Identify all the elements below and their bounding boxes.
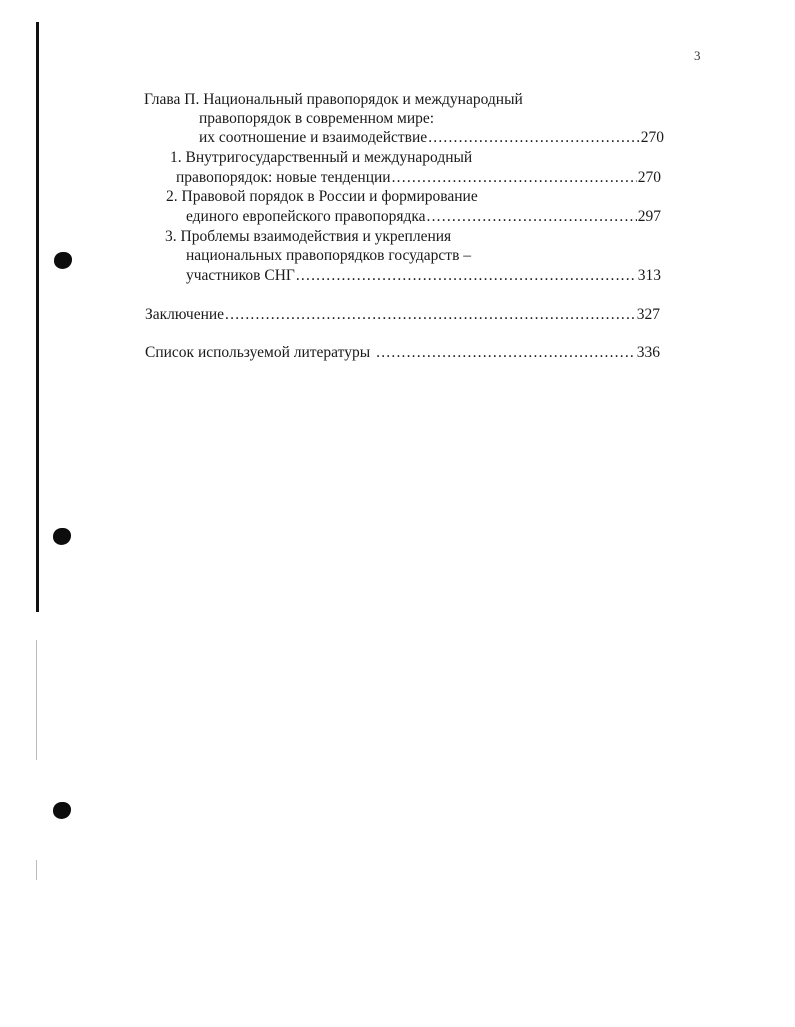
binder-edge [36,22,39,612]
binder-edge-faint [36,640,37,760]
dot-leader [376,343,636,363]
section-2-text: единого европейского правопорядка [186,208,426,225]
chapter-title-line2: правопорядок в современном мире: [199,110,435,127]
dot-leader [392,168,637,188]
dot-leader [296,266,637,286]
section-3-line3 [186,266,661,286]
binder-edge-faint [36,860,37,880]
conclusion-page-number: 327 [636,306,660,323]
bibliography-entry [145,343,660,363]
section-3-line1: 3. Проблемы взаимодействия и укрепления [165,228,452,245]
punch-hole [54,252,72,269]
section-2-line1: 2. Правовой порядок в России и формирование [166,188,478,205]
bibliography-page-number: 336 [636,344,660,361]
chapter-title-line3 [199,128,664,148]
punch-hole [53,528,71,545]
dot-leader [225,305,636,325]
chapter-page-number: 270 [640,129,664,146]
punch-hole [53,802,71,819]
section-3-page-number: 313 [637,267,661,284]
section-1-page-number: 270 [637,169,661,186]
section-1-line1: 1. Внутригосударственный и международный [170,149,473,166]
chapter-title-text: их соотношение и взаимодействие [199,129,428,146]
chapter-title-line1: Глава П. Национальный правопорядок и международный [144,91,523,108]
section-2-line2 [186,207,661,227]
conclusion-label: Заключение [145,306,225,323]
page-number: 3 [694,48,701,63]
section-3-text: участников СНГ [186,267,295,284]
conclusion-entry [145,305,660,325]
section-3-line2: национальных правопорядков государств – [186,247,472,264]
dot-leader [427,207,637,227]
dot-leader [428,128,640,148]
section-1-text: правопорядок: новые тенденции [176,169,391,186]
bibliography-label: Список используемой литературы [145,344,371,361]
section-2-page-number: 297 [637,208,661,225]
section-1-line2 [176,168,661,188]
